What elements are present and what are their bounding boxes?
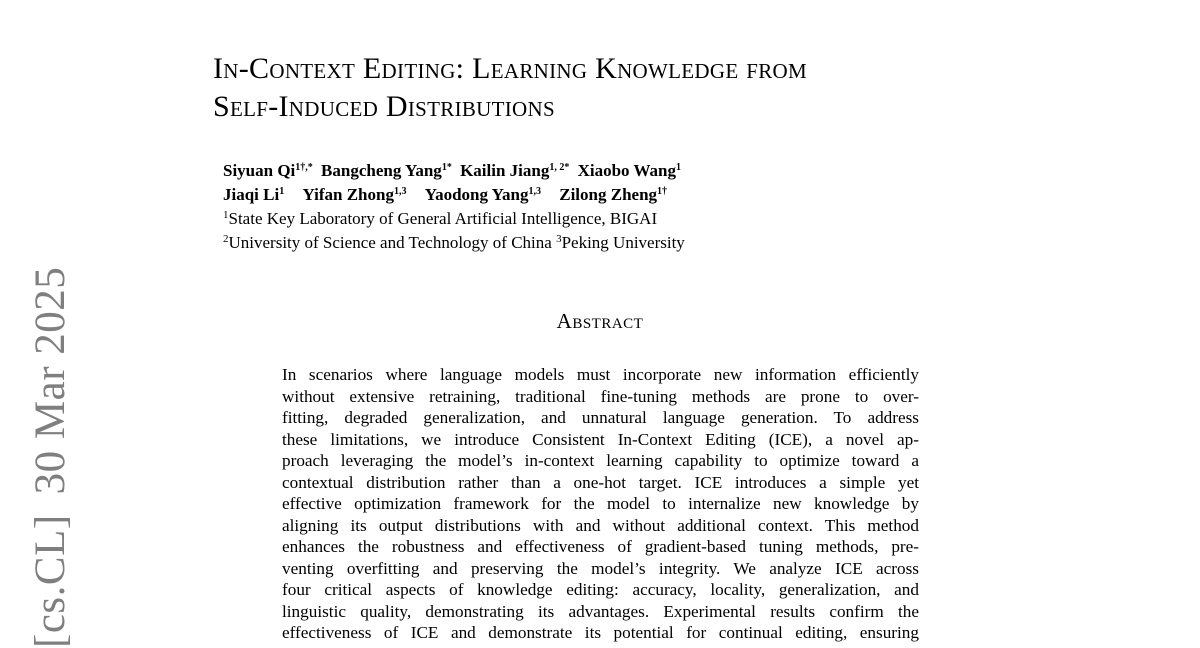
paper-title-line-2: Self-Induced Distributions	[213, 90, 555, 123]
author-affiliation-mark: 1†,*	[295, 162, 313, 173]
arxiv-date: 30 Mar 2025	[27, 266, 74, 495]
abstract-line: enhances the robustness and effectiveness of gradient-based tuning methods, pre-	[282, 537, 919, 556]
abstract-heading: Abstract	[556, 309, 644, 333]
abstract-line: effectiveness of ICE and demonstrate its potential for continual editing, ensuring	[282, 623, 919, 642]
arxiv-category: [cs.CL]	[27, 514, 74, 648]
author-affiliation-mark: 1,3	[528, 186, 541, 197]
author-name-text: Zilong Zheng	[559, 185, 658, 204]
affiliation-mark: 2	[223, 233, 229, 245]
affiliation-1	[223, 207, 685, 231]
author-name	[460, 161, 569, 180]
author-affiliation-mark: 1†	[657, 186, 668, 197]
affiliation-mark: 1	[223, 209, 229, 221]
abstract-body	[282, 364, 919, 644]
author-name-text: Yaodong Yang	[424, 185, 529, 204]
author-name-text: Siyuan Qi	[223, 161, 296, 180]
author-affiliation-mark: 1	[279, 186, 285, 197]
author-affiliation-mark: 1	[676, 162, 682, 173]
author-affiliation-mark: 1*	[441, 162, 452, 173]
author-name-text: Jiaqi Li	[223, 185, 280, 204]
author-name-text: Kailin Jiang	[460, 161, 550, 180]
abstract-line: fitting, degraded generalization, and unnatural language generation. To address	[282, 408, 919, 427]
abstract-line: these limitations, we introduce Consistent In-Context Editing (ICE), a novel ap-	[282, 429, 919, 449]
author-name-text: Bangcheng Yang	[321, 161, 442, 180]
author-row-2	[223, 183, 685, 207]
affiliation-2	[223, 231, 685, 255]
affiliation-mark: 3	[556, 233, 562, 245]
author-name	[321, 161, 452, 180]
paper-title	[213, 50, 807, 126]
affiliation-text: Peking University	[561, 233, 685, 252]
author-name	[578, 161, 681, 180]
author-name	[302, 185, 406, 204]
author-row-1	[223, 159, 685, 183]
author-affiliation-mark: 1, 2*	[549, 162, 570, 173]
author-affiliation-mark: 1,3	[393, 186, 407, 197]
affiliation-text: University of Science and Technology of China	[228, 233, 552, 252]
abstract-line: effective optimization framework for the model to internalize new knowledge by	[282, 494, 919, 513]
author-name	[425, 185, 541, 204]
author-name	[559, 185, 667, 204]
abstract-line: In scenarios where language models must incorporate new information efficiently	[282, 365, 919, 384]
abstract-line: linguistic quality, demonstrating its advantages. Experimental results confirm the	[282, 601, 919, 621]
author-name-text: Yifan Zhong	[302, 185, 394, 204]
author-name	[223, 185, 284, 204]
abstract-line: aligning its output distributions with and without additional context. This method	[282, 515, 919, 535]
abstract-line: four critical aspects of knowledge editing: accuracy, locality, generalization, and	[282, 580, 919, 599]
author-name	[223, 161, 313, 180]
abstract-line: without extensive retraining, traditional fine-tuning methods are prone to over-	[282, 386, 919, 406]
abstract-line: venting overfitting and preserving the model’s integrity. We analyze ICE across	[282, 558, 919, 578]
affiliation-text: State Key Laboratory of General Artificial Intelligence, BIGAI	[228, 209, 658, 228]
author-name-text: Xiaobo Wang	[577, 161, 677, 180]
paper-title-line-1: In-Context Editing: Learning Knowledge from	[213, 52, 807, 85]
author-block	[223, 159, 685, 255]
abstract-line: contextual distribution rather than a one-hot target. ICE introduces a simple yet	[282, 472, 919, 492]
abstract-line: proach leveraging the model’s in-context learning capability to optimize toward a	[282, 451, 919, 470]
